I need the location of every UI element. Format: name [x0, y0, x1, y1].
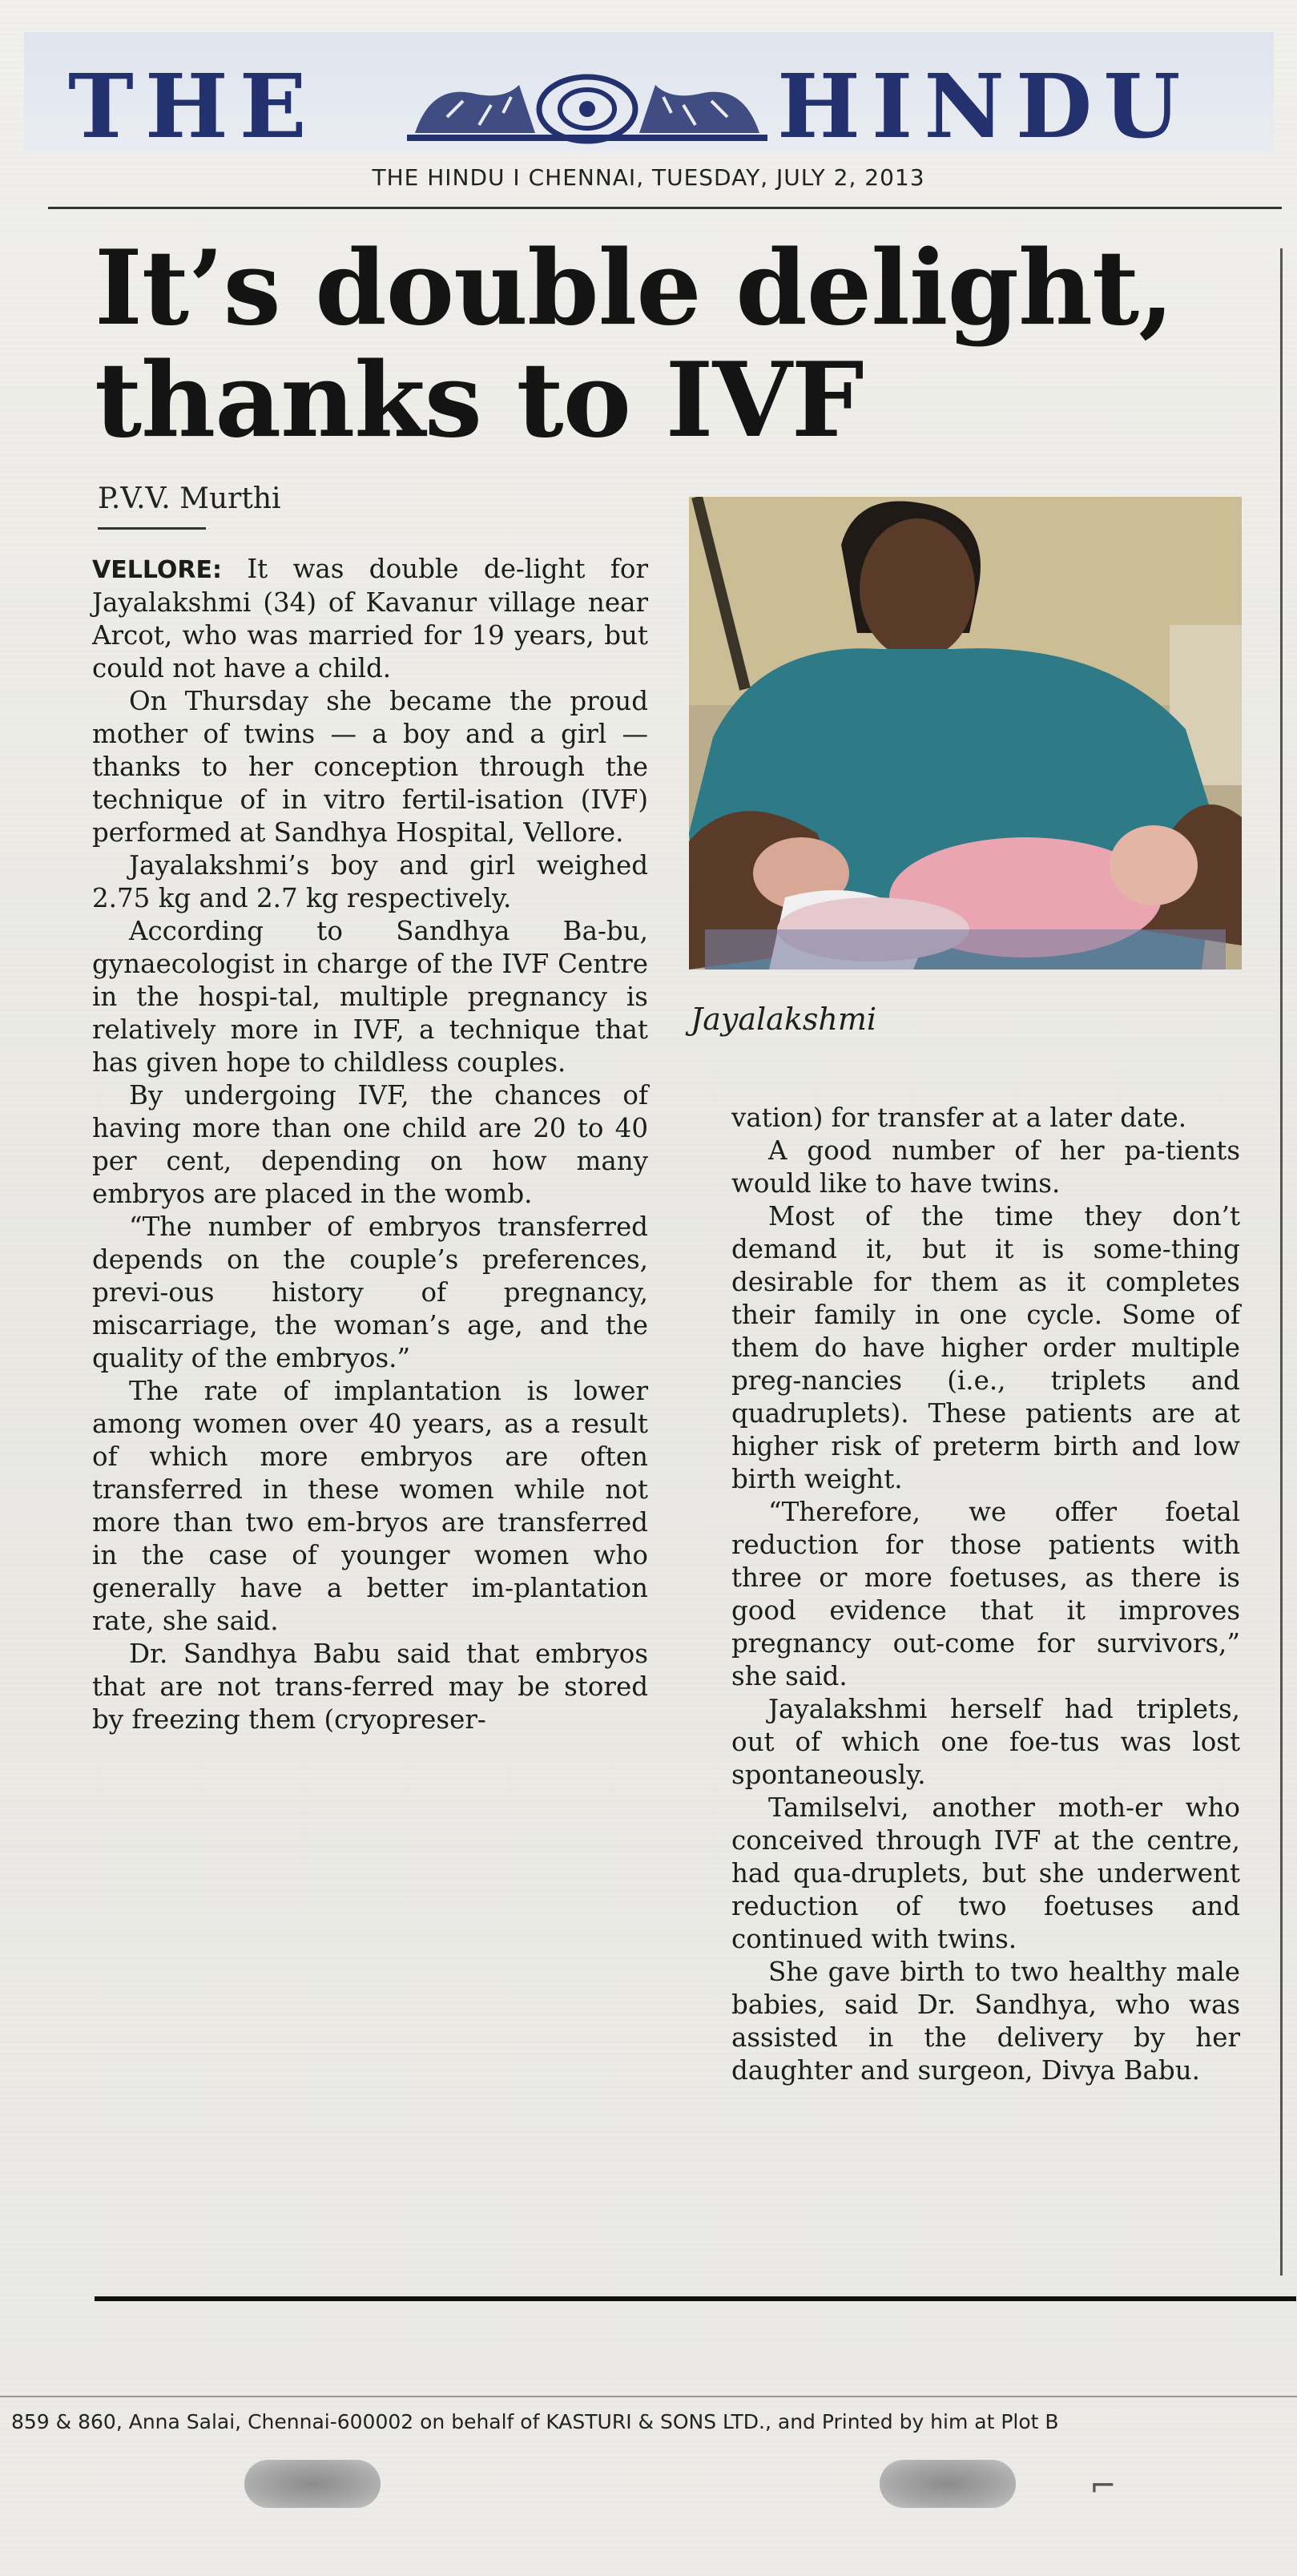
footer-rule — [0, 2396, 1297, 2397]
headline-line-2: thanks to IVF — [95, 341, 864, 461]
article-column-1 — [92, 553, 648, 1736]
paragraph: Dr. Sandhya Babu said that embryos that are not trans-ferred may be stored by freezing them (cryopreser- — [92, 1639, 648, 1735]
paragraph: By undergoing IVF, the chances of having more than one child are 20 to 40 per cent, depending on how many embryos are placed in the womb. — [92, 1080, 648, 1209]
paragraph: She gave birth to two healthy male babies, said Dr. Sandhya, who was assisted in the delivery by her daughter and surgeon, Divya Babu. — [731, 1957, 1240, 2086]
paragraph: A good number of her pa-tients would like to have twins. — [731, 1135, 1240, 1199]
punch-hole-icon — [244, 2460, 381, 2508]
paragraph: Jayalakshmi’s boy and girl weighed 2.75 kg and 2.7 kg respectively. — [92, 850, 648, 913]
headline-line-1: It’s double delight, — [95, 228, 1174, 349]
staple-mark-icon: ⌐ — [1090, 2468, 1117, 2505]
byline-rule — [98, 527, 206, 530]
masthead — [24, 32, 1274, 158]
paragraph: Most of the time they don’t demand it, but it is some-thing desirable for them as it completes their family in one cycle. Some of them do have higher order multiple preg-nancies (i.e., triplets and quadruplets). These patients are at higher risk of preterm birth and low birth weight. — [731, 1201, 1240, 1494]
masthead-the: THE — [68, 54, 318, 158]
article-column-2 — [731, 1102, 1240, 2087]
paragraph: Jayalakshmi herself had triplets, out of which one foe-tus was lost spontaneously. — [731, 1694, 1240, 1790]
masthead-hindu: HINDU — [777, 54, 1192, 158]
top-rule — [48, 207, 1282, 209]
paragraph: Tamilselvi, another moth-er who conceived through IVF at the centre, had qua-druplets, but she underwent reduction of two foetuses and continued with twins. — [731, 1792, 1240, 1954]
punch-hole-icon — [880, 2460, 1016, 2508]
edition-dateline: THE HINDU I CHENNAI, TUESDAY, JULY 2, 2013 — [372, 164, 925, 191]
masthead-emblem-icon — [399, 69, 775, 149]
article-end-rule — [95, 2296, 1296, 2301]
printer-imprint: 859 & 860, Anna Salai, Chennai-600002 on behalf of KASTURI & SONS LTD., and Printed by him at Plot B — [11, 2410, 1059, 2433]
column-rule — [1280, 248, 1283, 2276]
paragraph: According to Sandhya Ba-bu, gynaecologist in charge of the IVF Centre in the hospi-tal, multiple pregnancy is relatively more in IVF, a technique that has given hope to childless couples. — [92, 916, 648, 1078]
paragraph: vation) for transfer at a later date. — [731, 1103, 1187, 1133]
byline: P.V.V. Murthi — [98, 482, 281, 515]
paragraph: “The number of embryos transferred depends on the couple’s preferences, previ-ous history of pregnancy, miscarriage, the woman’s age, and the quality of the embryos.” — [92, 1211, 648, 1373]
paragraph: On Thursday she became the proud mother of twins — a boy and a girl — thanks to her conception through the technique of in vitro fertil-isation (IVF) performed at Sandhya Hospital, Vellore. — [92, 686, 648, 848]
paragraph: “Therefore, we offer foetal reduction for those patients with three or more foetuses, as there is good evidence that it improves pregnancy out-come for survivors,” she said. — [731, 1497, 1240, 1691]
photo-caption: Jayalakshmi — [691, 1002, 877, 1037]
paragraph: VELLORE: It was double de-light for Jayalakshmi (34) of Kavanur village near Arcot, who was married for 19 years, but could not have a child. — [92, 554, 648, 683]
location-dateline: VELLORE: — [92, 556, 222, 584]
mother-with-twins-photo — [689, 497, 1242, 970]
headline — [95, 228, 1216, 461]
paragraph: The rate of implantation is lower among women over 40 years, as a result of which more embryos are often transferred in these women while not more than two em-bryos are transferred in the case of younger women who generally have a better im-plantation rate, she said. — [92, 1376, 648, 1636]
